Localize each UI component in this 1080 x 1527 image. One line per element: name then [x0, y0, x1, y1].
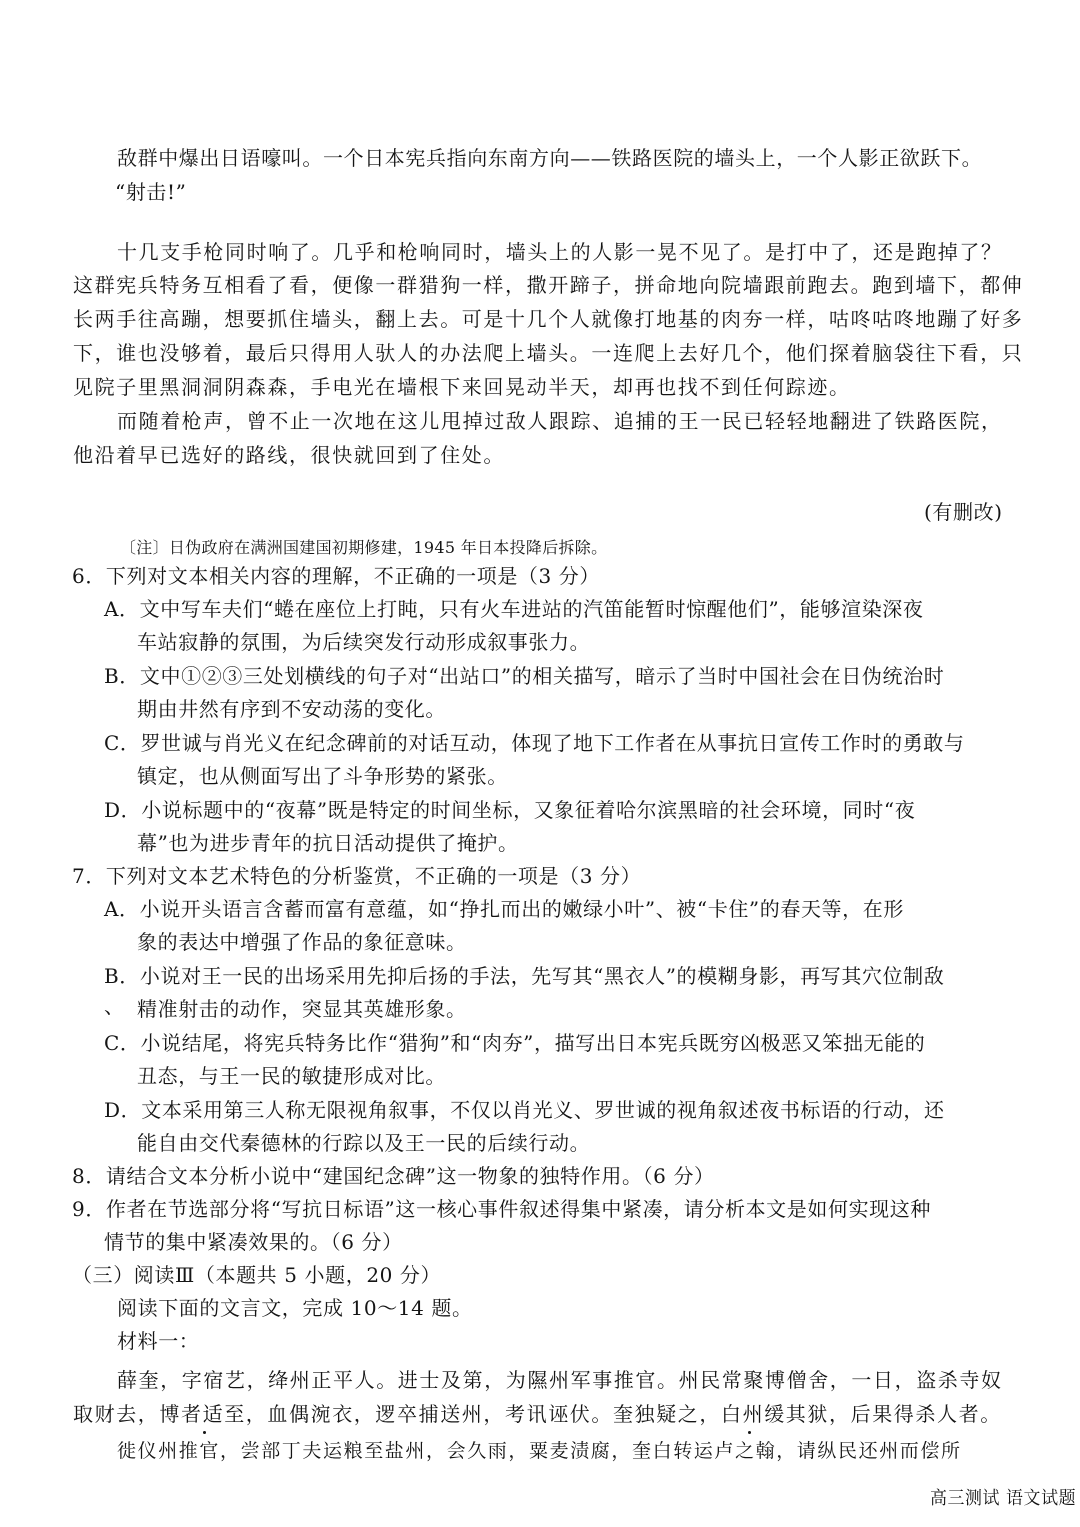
- question-6-option-a-cont: 车站寂静的氛围，为后续突发行动形成叙事张力。: [137, 630, 591, 654]
- story-line: 十几支手枪同时响了。几乎和枪响同时，墙头上的人影一晃不见了。是打中了，还是跑掉了？: [117, 240, 1003, 264]
- story-line: 敌群中爆出日语嚎叫。一个日本宪兵指向东南方向——铁路医院的墙头上，一个人影正欲跃下。: [117, 146, 983, 170]
- question-8: 8．请结合文本分析小说中“建国纪念碑”这一物象的独特作用。（6 分）: [72, 1164, 715, 1188]
- story-line: 长两手往高蹦，想要抓住墙头，翻上去。可是十几个人就像打地基的肉夯一样，咕咚咕咚地蹦了好多: [73, 307, 1024, 331]
- margin-mark: 、: [104, 994, 125, 1018]
- question-7-option-b: B．小说对王一民的出场采用先抑后扬的手法，先写其“黑衣人”的模糊身影，再写其穴位制敌: [104, 964, 945, 988]
- section-3-title: （三）阅读Ⅲ（本题共 5 小题，20 分）: [72, 1263, 442, 1287]
- story-line: 这群宪兵特务互相看了看，便像一群猎狗一样，撒开蹄子，拼命地向院墙跟前跑去。跑到墙下，都伸: [73, 273, 1024, 297]
- story-line: 见院子里黑洞洞阴森森，手电光在墙根下来回晃动半天，却再也找不到任何踪迹。: [73, 375, 851, 399]
- question-7-option-d-cont: 能自由交代秦德林的行踪以及王一民的后续行动。: [137, 1131, 591, 1155]
- question-6-option-d-cont: 幕”也为进步青年的抗日活动提供了掩护。: [137, 831, 519, 855]
- question-7-stem: 7．下列对文本艺术特色的分析鉴赏，不正确的一项是（3 分）: [72, 864, 642, 888]
- page-footer: 高三测试 语文试题: [930, 1488, 1077, 1509]
- story-line: 下，谁也没够着，最后只得用人驮人的办法爬上墙头。一连爬上去好几个，他们探着脑袋往下看，只: [73, 341, 1024, 365]
- emphasis-dot: [748, 1431, 751, 1434]
- classical-text-line: 徙仪州推官，尝部丁夫运粮至盐州，会久雨，粟麦渍腐，奎白转运卢之翰，请纵民还州而偿所: [117, 1441, 962, 1462]
- story-line: 他沿着早已选好的路线，很快就回到了住处。: [73, 443, 505, 467]
- classical-text-line: 取财去，博者适至，血偶涴衣，逻卒捕送州，考讯诬伏。奎独疑之，白州缓其狱，后果得杀人者。: [73, 1402, 1002, 1426]
- question-6-option-a: A．文中写车夫们“蜷在座位上打盹，只有火车进站的汽笛能暂时惊醒他们”，能够渲染深夜: [104, 597, 924, 621]
- question-6-option-b-cont: 期由井然有序到不安动荡的变化。: [137, 697, 446, 721]
- story-line: 而随着枪声，曾不止一次地在这儿甩掉过敌人跟踪、追捕的王一民已轻轻地翻进了铁路医院，: [117, 409, 1003, 433]
- emphasis-dot: [203, 1431, 206, 1434]
- question-7-option-a-cont: 象的表达中增强了作品的象征意味。: [137, 930, 467, 954]
- question-9-cont: 情节的集中紧凑效果的。（6 分）: [104, 1230, 403, 1254]
- story-line: “射击!”: [115, 180, 187, 204]
- question-7-option-c: C．小说结尾，将宪兵特务比作“猎狗”和“肉夯”，描写出日本宪兵既穷凶极恶又笨拙无能的: [104, 1031, 926, 1055]
- classical-text-line: 薛奎，字宿艺，绛州正平人。进士及第，为隰州军事推官。州民常聚博僧舍，一日，盗杀寺奴: [117, 1368, 1003, 1392]
- question-9: 9．作者在节选部分将“写抗日标语”这一核心事件叙述得集中紧凑，请分析本文是如何实现这种: [72, 1197, 931, 1221]
- question-6-option-c-cont: 镇定，也从侧面写出了斗争形势的紧张。: [137, 764, 508, 788]
- footnote: 〔注〕日伪政府在满洲国建国初期修建，1945 年日本投降后拆除。: [120, 538, 608, 557]
- question-7-option-c-cont: 丑态，与王一民的敏捷形成对比。: [137, 1064, 446, 1088]
- question-6-option-d: D．小说标题中的“夜幕”既是特定的时间坐标，又象征着哈尔滨黑暗的社会环境，同时“夜: [104, 798, 916, 822]
- material-label: 材料一：: [117, 1329, 200, 1353]
- question-6-stem: 6．下列对文本相关内容的理解，不正确的一项是（3 分）: [72, 564, 601, 588]
- question-7-option-d: D．文本采用第三人称无限视角叙事，不仅以肖光义、罗世诚的视角叙述夜书标语的行动，还: [104, 1098, 945, 1122]
- question-7-option-b-cont: 精准射击的动作，突显其英雄形象。: [137, 997, 467, 1021]
- question-7-option-a: A．小说开头语言含蓄而富有意蕴，如“挣扎而出的嫩绿小叶”、被“卡住”的春天等，在形: [104, 897, 904, 921]
- source-note: (有删改): [924, 500, 1003, 524]
- question-6-option-c: C．罗世诚与肖光义在纪念碑前的对话互动，体现了地下工作者在从事抗日宣传工作时的勇敢与: [104, 731, 965, 755]
- section-3-instruction: 阅读下面的文言文，完成 10～14 题。: [117, 1296, 473, 1320]
- question-6-option-b: B．文中①②③三处划横线的句子对“出站口”的相关描写，暗示了当时中国社会在日伪统治时: [104, 664, 945, 688]
